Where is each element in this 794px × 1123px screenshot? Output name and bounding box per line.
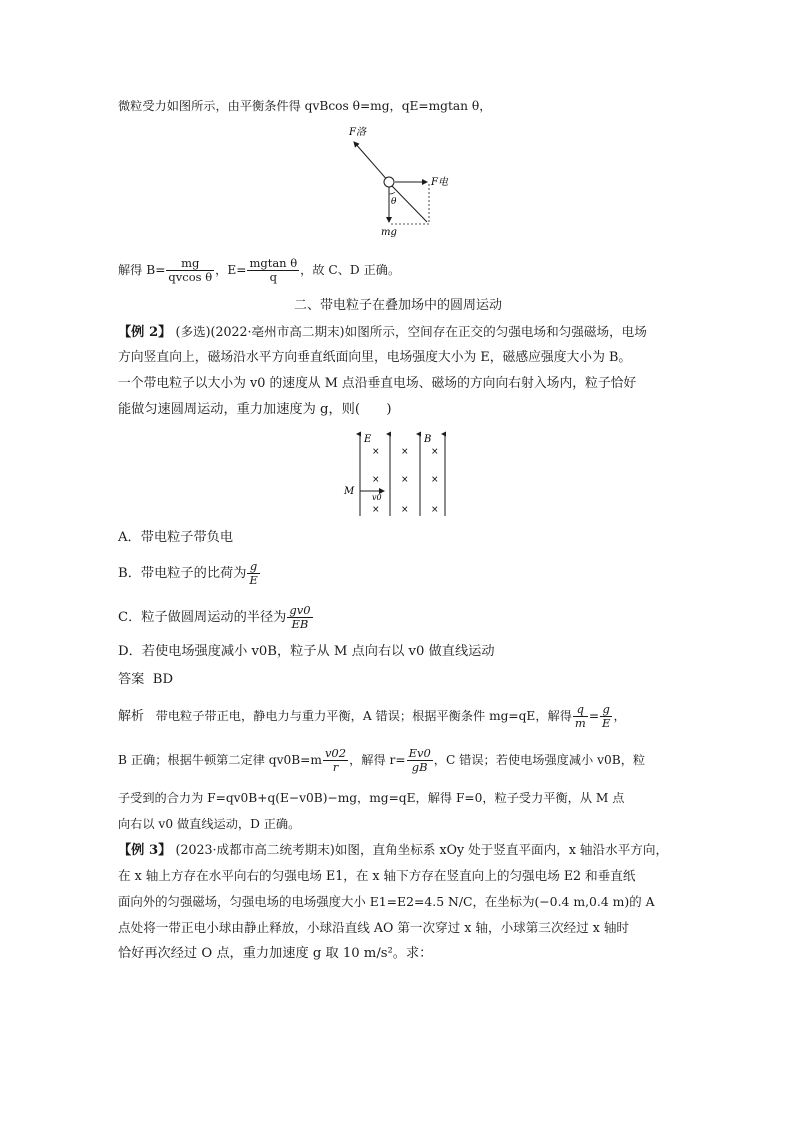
analysis-text-1: 带电粒子带正电，静电力与重力平衡，A 错误；根据平衡条件 mg=qE，解得 [155,709,572,723]
ex2-line-2: 方向竖直向上，磁场沿水平方向垂直纸面向里，电场强度大小为 E，磁感应强度大小为 B。 [118,350,632,365]
ex2-text-1: (多选)(2022·亳州市高二期末)如图所示，空间存在正交的匀强电场和匀强磁场，电场 [175,324,647,339]
svg-text:×: × [401,447,409,457]
svg-text:×: × [401,475,409,485]
svg-text:×: × [372,505,380,515]
option-c-frac: $\frac{gv0}{EB}$ [289,603,311,631]
svg-text:×: × [401,505,409,515]
answer-label: 答案 [118,672,145,687]
label-e: E [364,434,372,445]
ex2-line-4: 能做匀速圆周运动，重力加速度为 g，则( ) [118,402,392,417]
svg-text:×: × [372,447,380,457]
option-b [118,560,678,588]
label-theta: θ [391,197,397,207]
force-diagram [345,122,455,240]
section-title: 二、带电粒子在叠加场中的圆周运动 [293,298,502,313]
ex2-tag: 【例 2】 [118,325,172,340]
answer-line [118,670,678,690]
analysis-label: 解析 [118,709,145,724]
label-v0: v0 [372,493,382,502]
frac-e-num: mgtan θ [249,256,298,270]
analysis-line-4: 向右以 v0 做直线运动，D 正确。 [118,817,301,831]
analysis-line-1: 解析 带电粒子带正电，静电力与重力平衡，A 错误；根据平衡条件 mg=qE，解得 $\frac{q}{m}$ = $\frac{g}{E}$ ， [118,702,626,730]
solution-line-2 [118,256,678,284]
ex3-line-2: 在 x 轴上方存在水平向右的匀强电场 E1，在 x 轴下方存在竖直向上的匀强电场 E2 和垂直纸 [118,868,636,883]
ex3-tag: 【例 3】 [118,843,172,858]
svg-text:×: × [431,447,439,457]
ex3-line-1 [118,840,678,861]
svg-text:×: × [372,475,380,485]
solution-line-1: 微粒受力如图所示，由平衡条件得 qvBcos θ=mg，qE=mgtan θ， [118,99,492,113]
label-f-luo: F洛 [349,127,366,138]
fraction-e [247,257,299,284]
label-m: M [344,486,355,497]
label-b: B [424,434,432,445]
label-mg: mg [381,227,397,238]
analysis-line-3: 子受到的合力为 F=qv0B+q(E−v0B)−mg，mg=qE，解得 F=0，粒子受力平衡，从 M 点 [118,791,625,805]
ex3-line-3: 面向外的匀强磁场，匀强电场的电场强度大小 E1=E2=4.5 N/C，在坐标为(−0.4 m,0.4 m)的 A [118,894,655,909]
particle [384,177,394,187]
answer-value: BD [152,672,174,687]
ex3-text-1: (2023·成都市高二统考期末)如图，直角坐标系 xOy 处于竖直平面内，x 轴沿水平方向， [175,842,669,857]
analysis-line-2: B 正确；根据牛顿第二定律 qv0B=m $\frac{v02}{r}$ ，解得 r= $\frac{Ev0}{gB}$ ，C 错误；若使电场强度减小 v0B，粒 [118,746,646,774]
ex3-line-5: 恰好再次经过 O 点，重力加速度 g 取 10 m/s²。求： [118,946,433,961]
option-b-text: B．带电粒子的比荷为 [118,566,247,581]
svg-text:×: × [431,475,439,485]
frac-b-den: qvcos θ [168,270,213,284]
ex2-line-3: 一个带电粒子以大小为 v0 的速度从 M 点沿垂直电场、磁场的方向向右射入场内，粒子恰好 [118,376,637,391]
field-diagram [340,430,460,520]
option-b-frac: $\frac{g}{E}$ [249,559,258,587]
sol-mid: ，E= [215,263,247,277]
option-a: A．带电粒子带负电 [118,530,234,545]
lorentz-force-arrow [354,142,389,182]
option-d: D．若使电场强度减小 v0B，粒子从 M 点向右以 v0 做直线运动 [118,644,495,659]
sol-suffix: ，故 C、D 正确。 [300,263,401,277]
ex2-line-1 [118,322,678,343]
label-f-dian: F电 [431,177,448,188]
option-c-text: C．粒子做圆周运动的半径为 [118,610,287,625]
frac-b-num: mg [166,257,214,271]
fraction-b [166,257,214,284]
sol-prefix: 解得 B= [118,263,166,277]
svg-text:×: × [431,505,439,515]
option-c [118,604,678,632]
ex3-line-4: 点处将一带正电小球由静止释放，小球沿直线 AO 第一次穿过 x 轴，小球第三次经过 x 轴时 [118,920,630,935]
frac-e-den: q [269,270,277,284]
